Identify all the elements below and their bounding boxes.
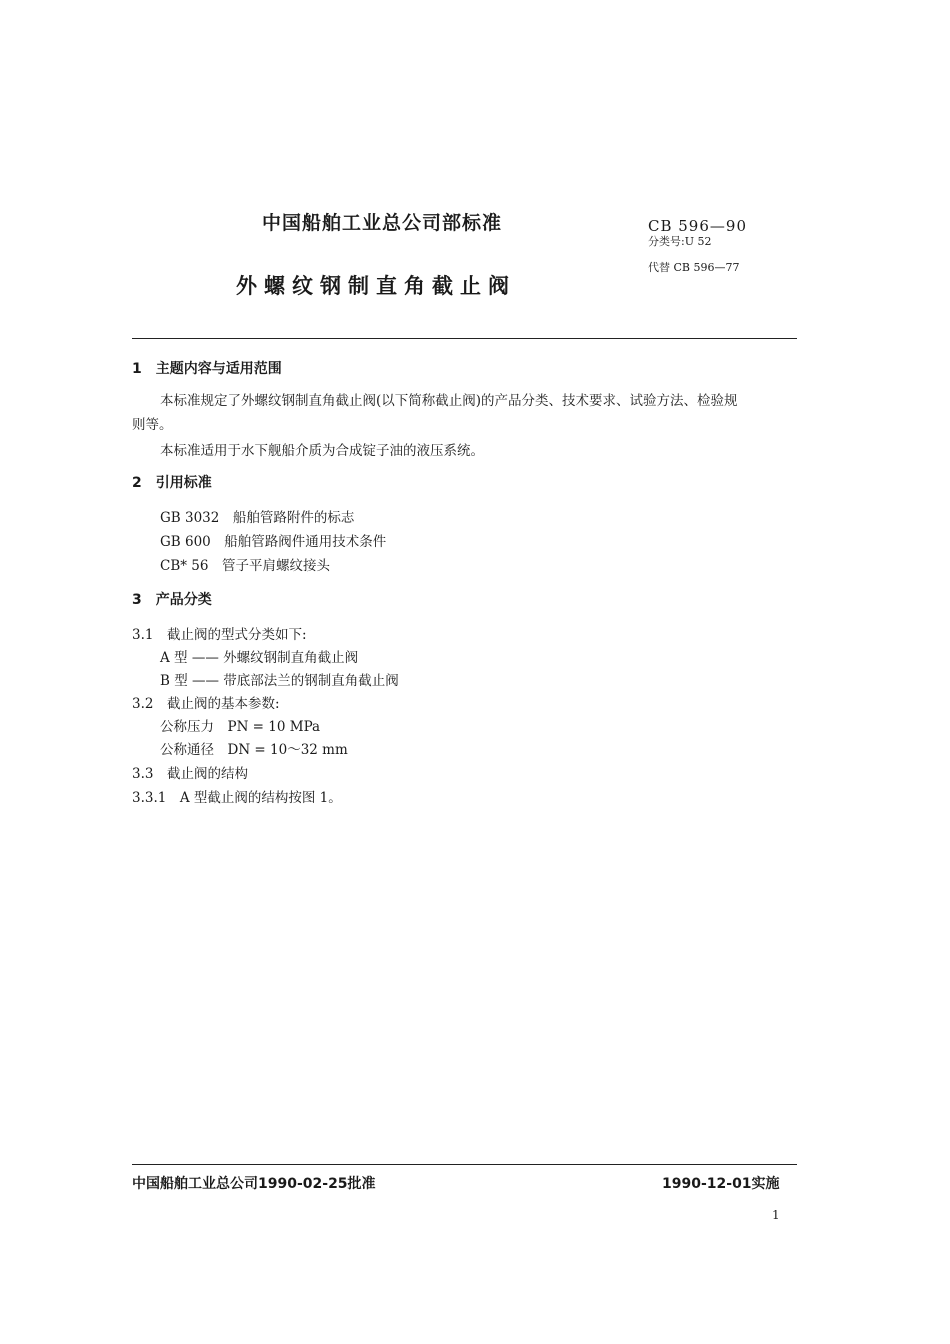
header-divider: [132, 338, 797, 339]
clause-3-1: 3.1 截止阀的型式分类如下:: [132, 627, 307, 643]
replaces-standard: 代替 CB 596—77: [648, 261, 740, 274]
section-1-para1-line1: 本标准规定了外螺纹钢制直角截止阀(以下简称截止阀)的产品分类、技术要求、试验方法、检验规: [160, 393, 738, 409]
parameter-nominal-pressure: 公称压力 PN = 10 MPa: [160, 719, 321, 735]
section-1-para1-line2: 则等。: [132, 417, 173, 433]
section-1-heading: 1 主题内容与适用范围: [132, 361, 282, 377]
approval-date: 中国船舶工业总公司1990-02-25批准: [132, 1176, 376, 1192]
reference-item: GB 3032 船舶管路附件的标志: [160, 510, 355, 526]
section-2-heading: 2 引用标准: [132, 475, 212, 491]
footer-divider: [132, 1164, 797, 1165]
clause-3-3: 3.3 截止阀的结构: [132, 766, 248, 782]
page-number: 1: [772, 1208, 780, 1222]
section-3-heading: 3 产品分类: [132, 592, 212, 608]
document-title: 外螺纹钢制直角截止阀: [236, 274, 516, 298]
type-a-item: A 型 —— 外螺纹钢制直角截止阀: [160, 650, 359, 666]
parameter-nominal-diameter: 公称通径 DN = 10～32 mm: [160, 742, 348, 758]
implementation-date: 1990-12-01实施: [662, 1176, 780, 1192]
section-1-para2: 本标准适用于水下舰船介质为合成锭子油的液压系统。: [160, 443, 484, 459]
clause-3-3-1: 3.3.1 A 型截止阀的结构按图 1。: [132, 790, 342, 806]
type-b-item: B 型 —— 带底部法兰的钢制直角截止阀: [160, 673, 399, 689]
classification-number: 分类号:U 52: [648, 235, 712, 248]
reference-item: CB* 56 管子平肩螺纹接头: [160, 558, 330, 574]
reference-item: GB 600 船舶管路阀件通用技术条件: [160, 534, 387, 550]
clause-3-2: 3.2 截止阀的基本参数:: [132, 696, 280, 712]
issuing-organization: 中国船舶工业总公司部标准: [262, 212, 503, 234]
standard-code: CB 596—90: [648, 217, 747, 235]
